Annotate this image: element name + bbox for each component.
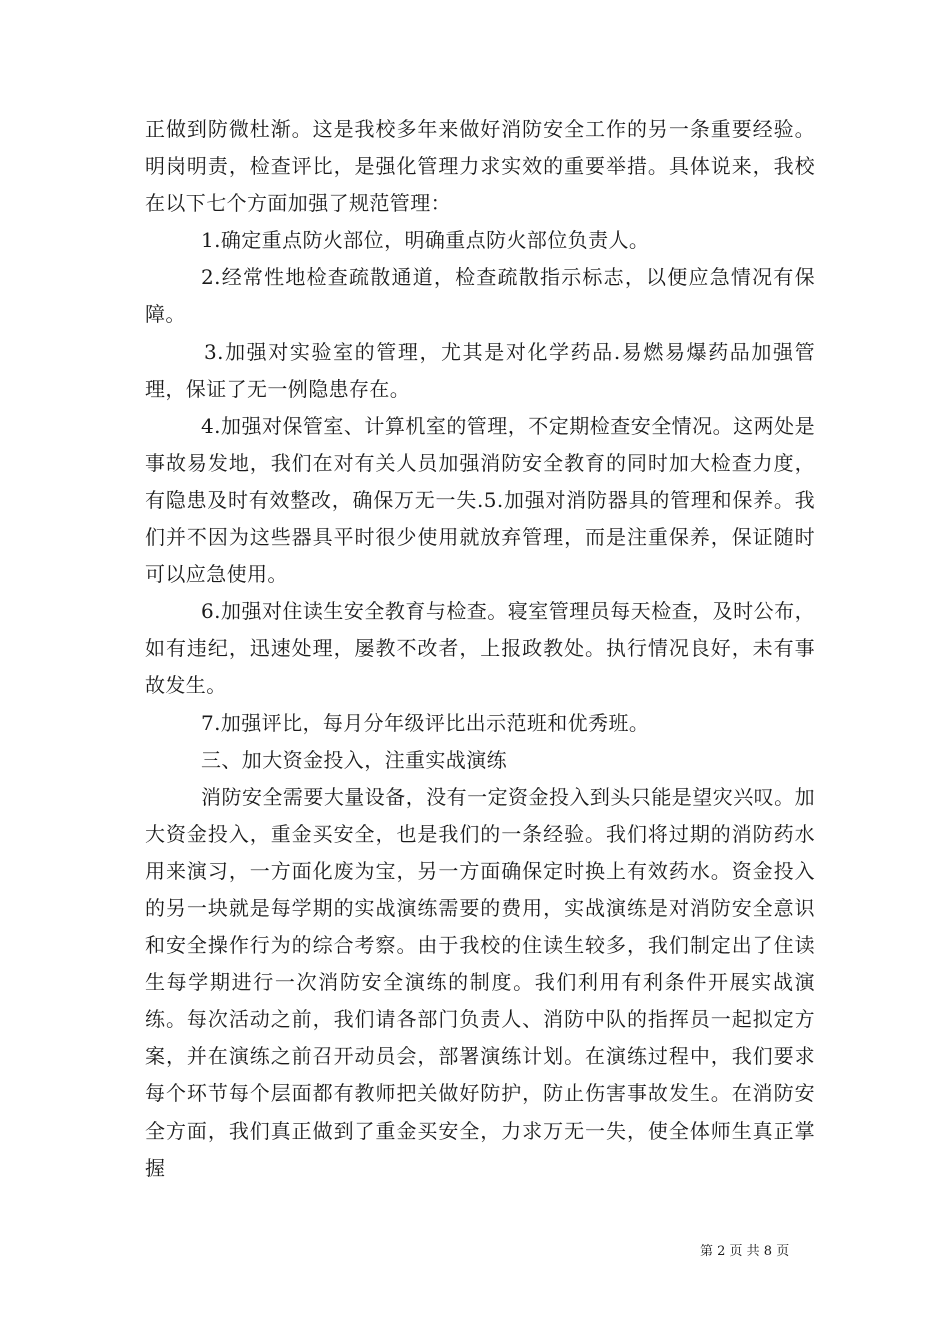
page-number-footer: 第 2 页 共 8 页 [700,1244,790,1259]
paragraph-item-4-5: 4.加强对保管室、计算机室的管理，不定期检查安全情况。这两处是事故易发地，我们在对有关人员加强消防安全教育的同时加大检查力度，有隐患及时有效整改，确保万无一失.5.加强对消防器具的管理和保养。我们并不因为这些器具平时很少使用就放弃管理，而是注重保养，保证随时可以应急使用。 [145,413,815,587]
body-text [145,111,815,1187]
section-heading-3: 三、加大资金投入，注重实战演练 [201,747,507,772]
paragraph-item-7: 7.加强评比，每月分年级评比出示范班和优秀班。 [201,710,650,735]
paragraph-item-6: 6.加强对住读生安全教育与检查。寝室管理员每天检查，及时公布，如有违纪，迅速处理，屡教不改者，上报政教处。执行情况良好，未有事故发生。 [145,599,815,698]
paragraph-funding: 消防安全需要大量设备，没有一定资金投入到头只能是望灾兴叹。加大资金投入，重金买安全，也是我们的一条经验。我们将过期的消防药水用来演习，一方面化废为宝，另一方面确保定时换上有效药水。资金投入的另一块就是每学期的实战演练需要的费用，实战演练是对消防安全意识和安全操作行为的综合考察。由于我校的住读生较多，我们制定出了住读生每学期进行一次消防安全演练的制度。我们利用有利条件开展实战演练。每次活动之前，我们请各部门负责人、消防中队的指挥员一起拟定方案，并在演练之前召开动员会，部署演练计划。在演练过程中，我们要求每个环节每个层面都有教师把关做好防护，防止伤害事故发生。在消防安全方面，我们真正做到了重金买安全，力求万无一失，使全体师生真正掌握 [145,784,815,1180]
paragraph-continuation: 正做到防微杜渐。这是我校多年来做好消防安全工作的另一条重要经验。明岗明责，检查评比，是强化管理力求实效的重要举措。具体说来，我校在以下七个方面加强了规范管理： [145,117,815,216]
paragraph-item-3: 3.加强对实验室的管理，尤其是对化学药品.易燃易爆药品加强管理，保证了无一例隐患存在。 [145,339,815,401]
paragraph-item-1: 1.确定重点防火部位，明确重点防火部位负责人。 [201,228,650,253]
paragraph-item-2: 2.经常性地检查疏散通道，检查疏散指示标志，以便应急情况有保障。 [145,265,815,327]
